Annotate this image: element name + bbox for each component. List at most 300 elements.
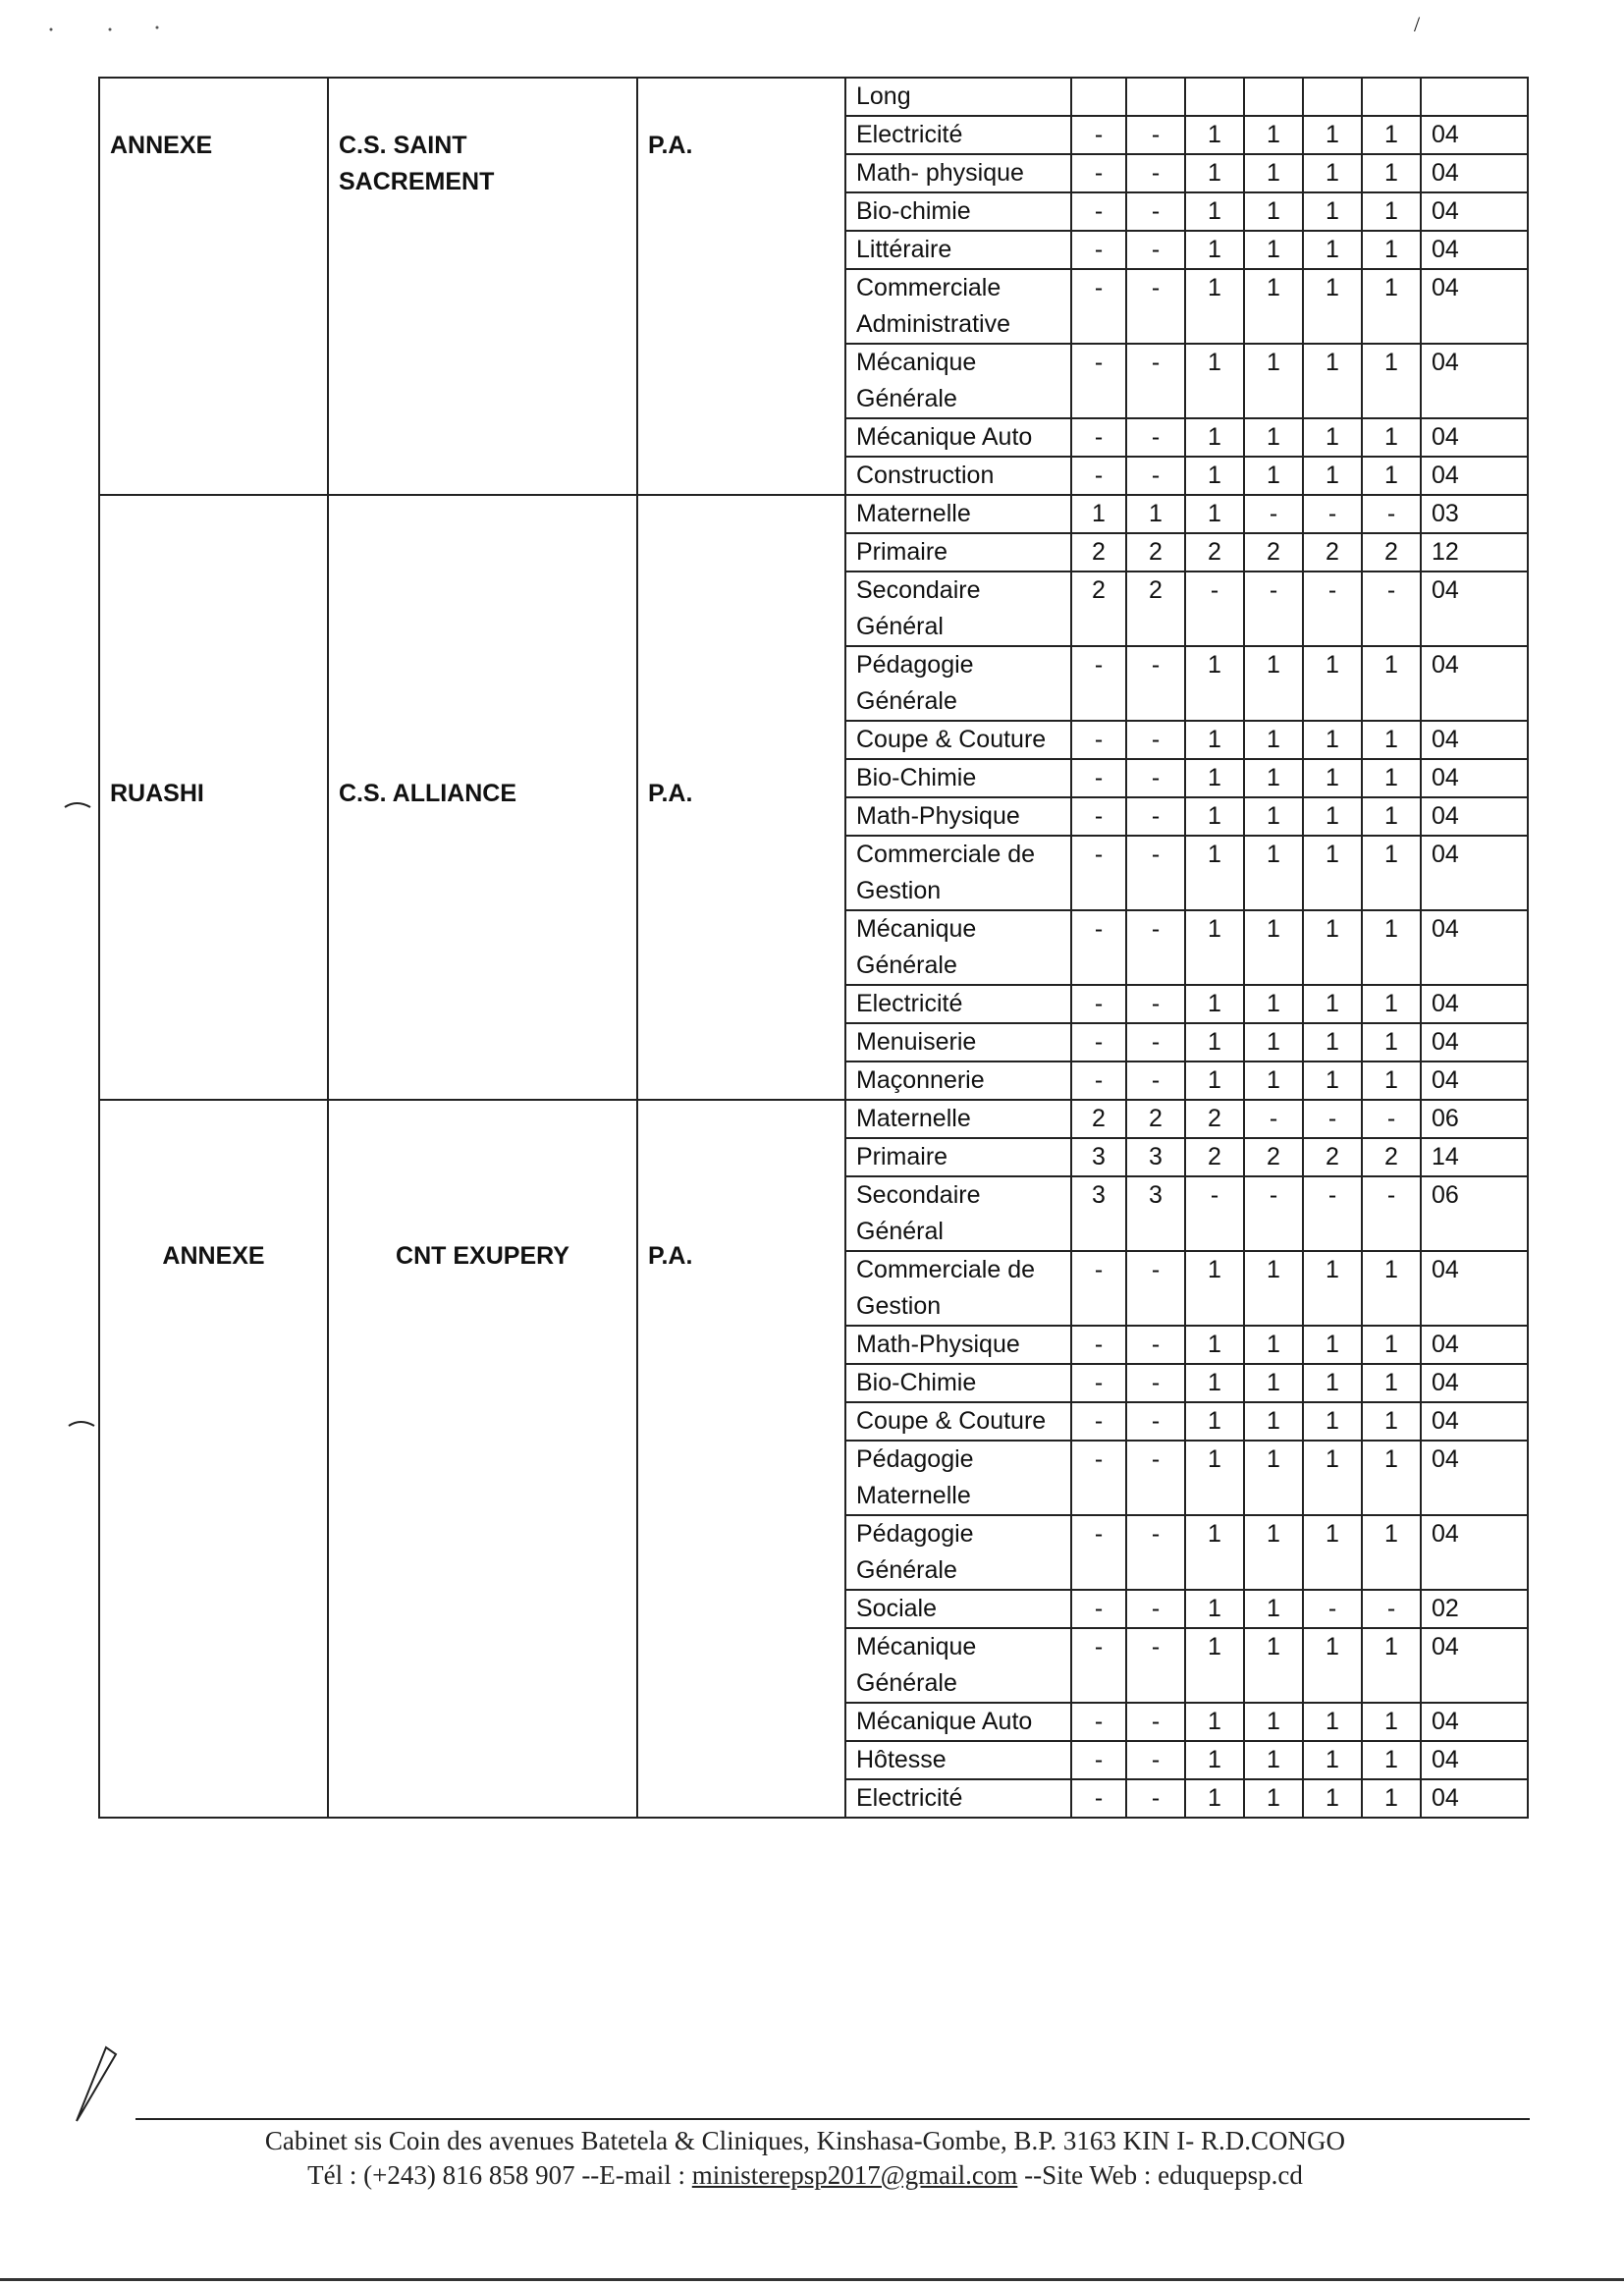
- cell-class-c2: 3: [1126, 1176, 1185, 1251]
- cell-class-c4: -: [1244, 495, 1303, 533]
- cell-class-c6: -: [1362, 1100, 1421, 1138]
- cell-total: 04: [1421, 1326, 1528, 1364]
- cell-class-c6: 1: [1362, 1023, 1421, 1061]
- cell-filiere: Menuiserie: [845, 1023, 1071, 1061]
- cell-class-c2: -: [1126, 797, 1185, 836]
- cell-class-c6: 1: [1362, 985, 1421, 1023]
- cell-class-c2: -: [1126, 192, 1185, 231]
- cell-filiere: Electricité: [845, 1779, 1071, 1818]
- cell-total: 04: [1421, 721, 1528, 759]
- cell-class-c1: -: [1071, 1326, 1126, 1364]
- cell-class-c4: 1: [1244, 797, 1303, 836]
- cell-class-c3: 1: [1185, 836, 1244, 910]
- cell-class-c4: -: [1244, 1176, 1303, 1251]
- cell-class-c3: 2: [1185, 533, 1244, 572]
- group-school-text: C.S. SAINT SACREMENT: [339, 132, 495, 195]
- cell-total: 04: [1421, 985, 1528, 1023]
- cell-class-c3: 1: [1185, 495, 1244, 533]
- cell-class-c3: 1: [1185, 457, 1244, 495]
- cell-class-c5: 1: [1303, 457, 1362, 495]
- cell-total: 04: [1421, 231, 1528, 269]
- cell-filiere: Pédagogie Générale: [845, 1515, 1071, 1590]
- cell-class-c3: 1: [1185, 1441, 1244, 1515]
- cell-class-c3: 1: [1185, 1590, 1244, 1628]
- cell-class-c2: -: [1126, 985, 1185, 1023]
- cell-class-c2: -: [1126, 1741, 1185, 1779]
- cell-class-c6: [1362, 78, 1421, 116]
- cell-class-c1: -: [1071, 1402, 1126, 1441]
- cell-class-c6: 1: [1362, 192, 1421, 231]
- cell-filiere: Mécanique Générale: [845, 1628, 1071, 1703]
- cell-class-c5: 1: [1303, 836, 1362, 910]
- cell-class-c6: 1: [1362, 231, 1421, 269]
- cell-class-c2: -: [1126, 1364, 1185, 1402]
- cell-class-c5: 1: [1303, 418, 1362, 457]
- cell-class-c1: -: [1071, 1628, 1126, 1703]
- group-school: [328, 78, 637, 495]
- cell-class-c4: 1: [1244, 1326, 1303, 1364]
- cell-class-c2: -: [1126, 1023, 1185, 1061]
- cell-class-c6: 1: [1362, 1628, 1421, 1703]
- cell-class-c6: 1: [1362, 646, 1421, 721]
- cell-class-c2: -: [1126, 1326, 1185, 1364]
- cell-filiere: Commerciale de Gestion: [845, 836, 1071, 910]
- cell-total: 04: [1421, 646, 1528, 721]
- cell-class-c1: 2: [1071, 572, 1126, 646]
- cell-class-c5: 1: [1303, 269, 1362, 344]
- cell-class-c1: -: [1071, 1741, 1126, 1779]
- cell-class-c5: 2: [1303, 1138, 1362, 1176]
- cell-class-c5: 1: [1303, 1364, 1362, 1402]
- cell-filiere: Coupe & Couture: [845, 1402, 1071, 1441]
- cell-class-c3: 1: [1185, 1402, 1244, 1441]
- cell-class-c1: -: [1071, 269, 1126, 344]
- cell-class-c2: -: [1126, 1441, 1185, 1515]
- cell-class-c2: -: [1126, 344, 1185, 418]
- cell-class-c6: 1: [1362, 1402, 1421, 1441]
- cell-total: 04: [1421, 192, 1528, 231]
- scan-dot: [109, 28, 112, 31]
- group-location: [99, 78, 328, 495]
- cell-class-c5: 1: [1303, 1023, 1362, 1061]
- cell-class-c2: -: [1126, 1402, 1185, 1441]
- cell-total: 03: [1421, 495, 1528, 533]
- table-row: [99, 1100, 1528, 1138]
- cell-class-c5: -: [1303, 572, 1362, 646]
- footer-address: Cabinet sis Coin des avenues Batetela & Cliniques, Kinshasa-Gombe, B.P. 3163 KIN I- R.D.CONGO: [264, 2126, 1346, 2155]
- cell-class-c6: 1: [1362, 457, 1421, 495]
- cell-filiere: Bio-Chimie: [845, 1364, 1071, 1402]
- group-school-text: C.S. ALLIANCE: [339, 780, 517, 807]
- scan-dot-marks: [50, 27, 159, 31]
- cell-filiere: Math-Physique: [845, 797, 1071, 836]
- cell-class-c4: 1: [1244, 1061, 1303, 1100]
- cell-class-c4: 1: [1244, 344, 1303, 418]
- cell-class-c6: 1: [1362, 1515, 1421, 1590]
- cell-class-c6: 1: [1362, 1441, 1421, 1515]
- scan-dot: [156, 27, 159, 29]
- cell-class-c1: -: [1071, 910, 1126, 985]
- cell-class-c5: 1: [1303, 192, 1362, 231]
- cell-filiere: Electricité: [845, 985, 1071, 1023]
- cell-class-c2: -: [1126, 1515, 1185, 1590]
- cell-class-c3: 1: [1185, 1364, 1244, 1402]
- cell-total: 04: [1421, 836, 1528, 910]
- cell-class-c3: 2: [1185, 1100, 1244, 1138]
- cell-class-c5: 1: [1303, 1402, 1362, 1441]
- cell-class-c5: 1: [1303, 985, 1362, 1023]
- footer-email-link[interactable]: ministerepsp2017@gmail.com: [691, 2160, 1018, 2190]
- cell-class-c6: -: [1362, 495, 1421, 533]
- cell-class-c3: 1: [1185, 1741, 1244, 1779]
- cell-class-c2: 3: [1126, 1138, 1185, 1176]
- cell-class-c5: 1: [1303, 797, 1362, 836]
- cell-filiere: Commerciale de Gestion: [845, 1251, 1071, 1326]
- cell-class-c1: -: [1071, 1364, 1126, 1402]
- cell-total: 12: [1421, 533, 1528, 572]
- cell-class-c5: 1: [1303, 910, 1362, 985]
- cell-class-c4: 1: [1244, 1251, 1303, 1326]
- cell-class-c1: -: [1071, 1023, 1126, 1061]
- cell-filiere: Primaire: [845, 533, 1071, 572]
- cell-class-c1: -: [1071, 797, 1126, 836]
- cell-total: 04: [1421, 1779, 1528, 1818]
- cell-class-c2: 2: [1126, 1100, 1185, 1138]
- cell-class-c1: -: [1071, 1061, 1126, 1100]
- cell-class-c2: -: [1126, 721, 1185, 759]
- group-school: [328, 495, 637, 1100]
- cell-total: 04: [1421, 1628, 1528, 1703]
- cell-class-c5: 1: [1303, 1779, 1362, 1818]
- cell-class-c1: -: [1071, 1441, 1126, 1515]
- cell-total: 14: [1421, 1138, 1528, 1176]
- cell-filiere: Secondaire Général: [845, 572, 1071, 646]
- cell-class-c1: -: [1071, 418, 1126, 457]
- cell-class-c1: -: [1071, 1251, 1126, 1326]
- cell-total: 04: [1421, 344, 1528, 418]
- cell-class-c6: 1: [1362, 116, 1421, 154]
- cell-class-c6: 1: [1362, 1779, 1421, 1818]
- cell-total: 04: [1421, 269, 1528, 344]
- cell-class-c4: 1: [1244, 1703, 1303, 1741]
- cell-class-c3: 1: [1185, 1251, 1244, 1326]
- margin-tick-mark: [65, 803, 90, 807]
- cell-class-c3: [1185, 78, 1244, 116]
- footer-contact: [98, 2160, 1512, 2191]
- cell-class-c1: -: [1071, 231, 1126, 269]
- cell-total: 02: [1421, 1590, 1528, 1628]
- cell-class-c4: 1: [1244, 721, 1303, 759]
- cell-filiere: Mécanique Générale: [845, 910, 1071, 985]
- cell-filiere: Maçonnerie: [845, 1061, 1071, 1100]
- cell-class-c5: 2: [1303, 533, 1362, 572]
- cell-total: 06: [1421, 1176, 1528, 1251]
- cell-class-c3: 1: [1185, 116, 1244, 154]
- cell-total: 04: [1421, 759, 1528, 797]
- cell-class-c4: 1: [1244, 1515, 1303, 1590]
- cell-filiere: Maternelle: [845, 495, 1071, 533]
- cell-class-c6: 1: [1362, 418, 1421, 457]
- cell-total: 04: [1421, 1023, 1528, 1061]
- cell-class-c2: -: [1126, 269, 1185, 344]
- cell-class-c2: -: [1126, 1779, 1185, 1818]
- cell-class-c6: 2: [1362, 533, 1421, 572]
- cell-class-c2: -: [1126, 759, 1185, 797]
- table-body: [99, 78, 1528, 1818]
- margin-tick-mark: [69, 1422, 94, 1426]
- cell-filiere: Primaire: [845, 1138, 1071, 1176]
- table-row: [99, 78, 1528, 116]
- cell-class-c1: -: [1071, 1779, 1126, 1818]
- cell-class-c1: 1: [1071, 495, 1126, 533]
- cell-class-c4: 1: [1244, 1441, 1303, 1515]
- cell-class-c2: -: [1126, 116, 1185, 154]
- cell-class-c2: 2: [1126, 533, 1185, 572]
- cell-class-c4: 1: [1244, 1364, 1303, 1402]
- cell-class-c5: 1: [1303, 1515, 1362, 1590]
- cell-class-c6: -: [1362, 1176, 1421, 1251]
- cell-class-c3: 1: [1185, 1023, 1244, 1061]
- cell-class-c4: 1: [1244, 646, 1303, 721]
- cell-class-c2: -: [1126, 1628, 1185, 1703]
- cell-class-c1: -: [1071, 985, 1126, 1023]
- cell-class-c6: 1: [1362, 269, 1421, 344]
- cell-class-c5: 1: [1303, 1251, 1362, 1326]
- cell-class-c6: -: [1362, 572, 1421, 646]
- cell-class-c3: -: [1185, 1176, 1244, 1251]
- cell-class-c6: 1: [1362, 797, 1421, 836]
- cell-class-c1: -: [1071, 192, 1126, 231]
- cell-class-c5: 1: [1303, 116, 1362, 154]
- cell-class-c6: 1: [1362, 1061, 1421, 1100]
- cell-total: 04: [1421, 154, 1528, 192]
- group-type-text: P.A.: [648, 1242, 693, 1270]
- cell-class-c5: 1: [1303, 646, 1362, 721]
- cell-class-c4: 1: [1244, 910, 1303, 985]
- cell-class-c2: -: [1126, 418, 1185, 457]
- cell-class-c1: -: [1071, 457, 1126, 495]
- cell-filiere: Pédagogie Maternelle: [845, 1441, 1071, 1515]
- cell-class-c3: 1: [1185, 1703, 1244, 1741]
- cell-class-c3: 1: [1185, 1515, 1244, 1590]
- cell-class-c5: 1: [1303, 1441, 1362, 1515]
- group-type: [637, 78, 845, 495]
- page-mark: /: [1414, 12, 1421, 36]
- cell-class-c4: 1: [1244, 1402, 1303, 1441]
- cell-total: 04: [1421, 1061, 1528, 1100]
- cell-total: 04: [1421, 797, 1528, 836]
- cell-class-c5: 1: [1303, 721, 1362, 759]
- cell-class-c3: 1: [1185, 759, 1244, 797]
- cell-class-c3: 1: [1185, 1779, 1244, 1818]
- cell-total: 04: [1421, 418, 1528, 457]
- cell-class-c5: -: [1303, 1100, 1362, 1138]
- scan-dot: [50, 28, 53, 31]
- cell-class-c1: 2: [1071, 533, 1126, 572]
- cell-class-c4: 1: [1244, 457, 1303, 495]
- cell-class-c5: 1: [1303, 759, 1362, 797]
- cell-filiere: Secondaire Général: [845, 1176, 1071, 1251]
- cell-class-c4: 1: [1244, 1628, 1303, 1703]
- group-location: [99, 495, 328, 1100]
- cell-class-c6: 1: [1362, 154, 1421, 192]
- group-location-text: RUASHI: [110, 780, 204, 807]
- cell-class-c4: 1: [1244, 269, 1303, 344]
- cell-class-c2: -: [1126, 1590, 1185, 1628]
- group-type-text: P.A.: [648, 132, 693, 159]
- cell-class-c5: -: [1303, 1176, 1362, 1251]
- cell-class-c3: 1: [1185, 797, 1244, 836]
- cell-filiere: Coupe & Couture: [845, 721, 1071, 759]
- cell-class-c4: 1: [1244, 1023, 1303, 1061]
- cell-total: 04: [1421, 1741, 1528, 1779]
- cell-class-c3: -: [1185, 572, 1244, 646]
- cell-class-c5: 1: [1303, 1703, 1362, 1741]
- cell-filiere: Littéraire: [845, 231, 1071, 269]
- group-type: [637, 495, 845, 1100]
- cell-filiere: Hôtesse: [845, 1741, 1071, 1779]
- cell-class-c6: 1: [1362, 836, 1421, 910]
- cell-class-c5: 1: [1303, 344, 1362, 418]
- cell-class-c2: -: [1126, 1251, 1185, 1326]
- table-row: [99, 495, 1528, 533]
- cell-total: 04: [1421, 457, 1528, 495]
- cell-class-c1: 3: [1071, 1138, 1126, 1176]
- footer-divider: [135, 2118, 1530, 2120]
- cell-class-c4: 1: [1244, 418, 1303, 457]
- cell-class-c3: 1: [1185, 1628, 1244, 1703]
- cell-class-c1: -: [1071, 1590, 1126, 1628]
- handwritten-initial-mark: [77, 2047, 116, 2121]
- cell-filiere: Long: [845, 78, 1071, 116]
- cell-class-c3: 1: [1185, 192, 1244, 231]
- cell-class-c3: 1: [1185, 1326, 1244, 1364]
- cell-class-c3: 1: [1185, 646, 1244, 721]
- cell-class-c1: -: [1071, 344, 1126, 418]
- cell-class-c1: -: [1071, 1703, 1126, 1741]
- cell-total: 04: [1421, 1515, 1528, 1590]
- cell-total: 04: [1421, 1441, 1528, 1515]
- cell-class-c4: 1: [1244, 1590, 1303, 1628]
- cell-filiere: Math-Physique: [845, 1326, 1071, 1364]
- page-bottom-edge: [0, 2278, 1624, 2281]
- footer-phone: Tél : (+243) 816 858 907 --E-mail :: [307, 2160, 692, 2190]
- cell-filiere: Sociale: [845, 1590, 1071, 1628]
- cell-class-c3: 2: [1185, 1138, 1244, 1176]
- cell-class-c3: 1: [1185, 418, 1244, 457]
- cell-filiere: Commerciale Administrative: [845, 269, 1071, 344]
- cell-total: 04: [1421, 572, 1528, 646]
- cell-total: 04: [1421, 1364, 1528, 1402]
- cell-class-c1: 2: [1071, 1100, 1126, 1138]
- cell-class-c6: 2: [1362, 1138, 1421, 1176]
- cell-class-c5: 1: [1303, 1326, 1362, 1364]
- cell-class-c6: 1: [1362, 344, 1421, 418]
- cell-class-c4: 2: [1244, 533, 1303, 572]
- cell-class-c4: -: [1244, 572, 1303, 646]
- cell-class-c1: 3: [1071, 1176, 1126, 1251]
- cell-filiere: Maternelle: [845, 1100, 1071, 1138]
- cell-class-c3: 1: [1185, 985, 1244, 1023]
- cell-total: 04: [1421, 1402, 1528, 1441]
- cell-class-c4: 1: [1244, 985, 1303, 1023]
- cell-class-c4: 1: [1244, 192, 1303, 231]
- cell-class-c2: -: [1126, 457, 1185, 495]
- cell-class-c2: -: [1126, 154, 1185, 192]
- cell-class-c5: 1: [1303, 1628, 1362, 1703]
- group-school-text: CNT EXUPERY: [396, 1242, 569, 1270]
- cell-class-c2: [1126, 78, 1185, 116]
- group-school: [328, 1100, 637, 1818]
- cell-class-c2: -: [1126, 1703, 1185, 1741]
- cell-total: 04: [1421, 1251, 1528, 1326]
- cell-class-c3: 1: [1185, 721, 1244, 759]
- cell-class-c1: -: [1071, 721, 1126, 759]
- cell-filiere: Construction: [845, 457, 1071, 495]
- cell-class-c3: 1: [1185, 269, 1244, 344]
- school-options-table: [98, 77, 1529, 1819]
- cell-filiere: Mécanique Auto: [845, 1703, 1071, 1741]
- cell-class-c2: -: [1126, 836, 1185, 910]
- cell-class-c2: -: [1126, 910, 1185, 985]
- cell-class-c4: 1: [1244, 836, 1303, 910]
- cell-total: 06: [1421, 1100, 1528, 1138]
- cell-class-c2: 2: [1126, 572, 1185, 646]
- cell-class-c3: 1: [1185, 910, 1244, 985]
- cell-class-c2: -: [1126, 646, 1185, 721]
- cell-class-c6: 1: [1362, 721, 1421, 759]
- cell-class-c1: [1071, 78, 1126, 116]
- cell-class-c4: -: [1244, 1100, 1303, 1138]
- cell-class-c2: -: [1126, 231, 1185, 269]
- cell-filiere: Pédagogie Générale: [845, 646, 1071, 721]
- cell-class-c3: 1: [1185, 154, 1244, 192]
- cell-class-c4: 1: [1244, 154, 1303, 192]
- cell-class-c4: [1244, 78, 1303, 116]
- cell-class-c4: 1: [1244, 116, 1303, 154]
- cell-filiere: Bio-Chimie: [845, 759, 1071, 797]
- footer-site: --Site Web : eduquepsp.cd: [1017, 2160, 1303, 2190]
- cell-class-c6: 1: [1362, 1251, 1421, 1326]
- cell-filiere: Electricité: [845, 116, 1071, 154]
- cell-class-c5: [1303, 78, 1362, 116]
- group-location-text: ANNEXE: [110, 132, 213, 159]
- cell-class-c5: 1: [1303, 154, 1362, 192]
- cell-class-c1: -: [1071, 646, 1126, 721]
- cell-class-c6: 1: [1362, 1703, 1421, 1741]
- cell-class-c6: 1: [1362, 1326, 1421, 1364]
- cell-class-c4: 1: [1244, 1779, 1303, 1818]
- group-type-text: P.A.: [648, 780, 693, 807]
- group-location-text: ANNEXE: [162, 1242, 265, 1270]
- cell-class-c4: 1: [1244, 1741, 1303, 1779]
- group-location: [99, 1100, 328, 1818]
- cell-class-c1: -: [1071, 836, 1126, 910]
- cell-class-c4: 1: [1244, 231, 1303, 269]
- cell-class-c5: 1: [1303, 1061, 1362, 1100]
- cell-class-c6: 1: [1362, 1741, 1421, 1779]
- cell-class-c1: -: [1071, 154, 1126, 192]
- cell-class-c3: 1: [1185, 344, 1244, 418]
- cell-class-c5: -: [1303, 1590, 1362, 1628]
- cell-filiere: Mécanique Auto: [845, 418, 1071, 457]
- cell-class-c1: -: [1071, 116, 1126, 154]
- cell-class-c5: 1: [1303, 231, 1362, 269]
- cell-class-c4: 2: [1244, 1138, 1303, 1176]
- cell-total: 04: [1421, 116, 1528, 154]
- cell-class-c6: 1: [1362, 759, 1421, 797]
- cell-class-c6: 1: [1362, 1364, 1421, 1402]
